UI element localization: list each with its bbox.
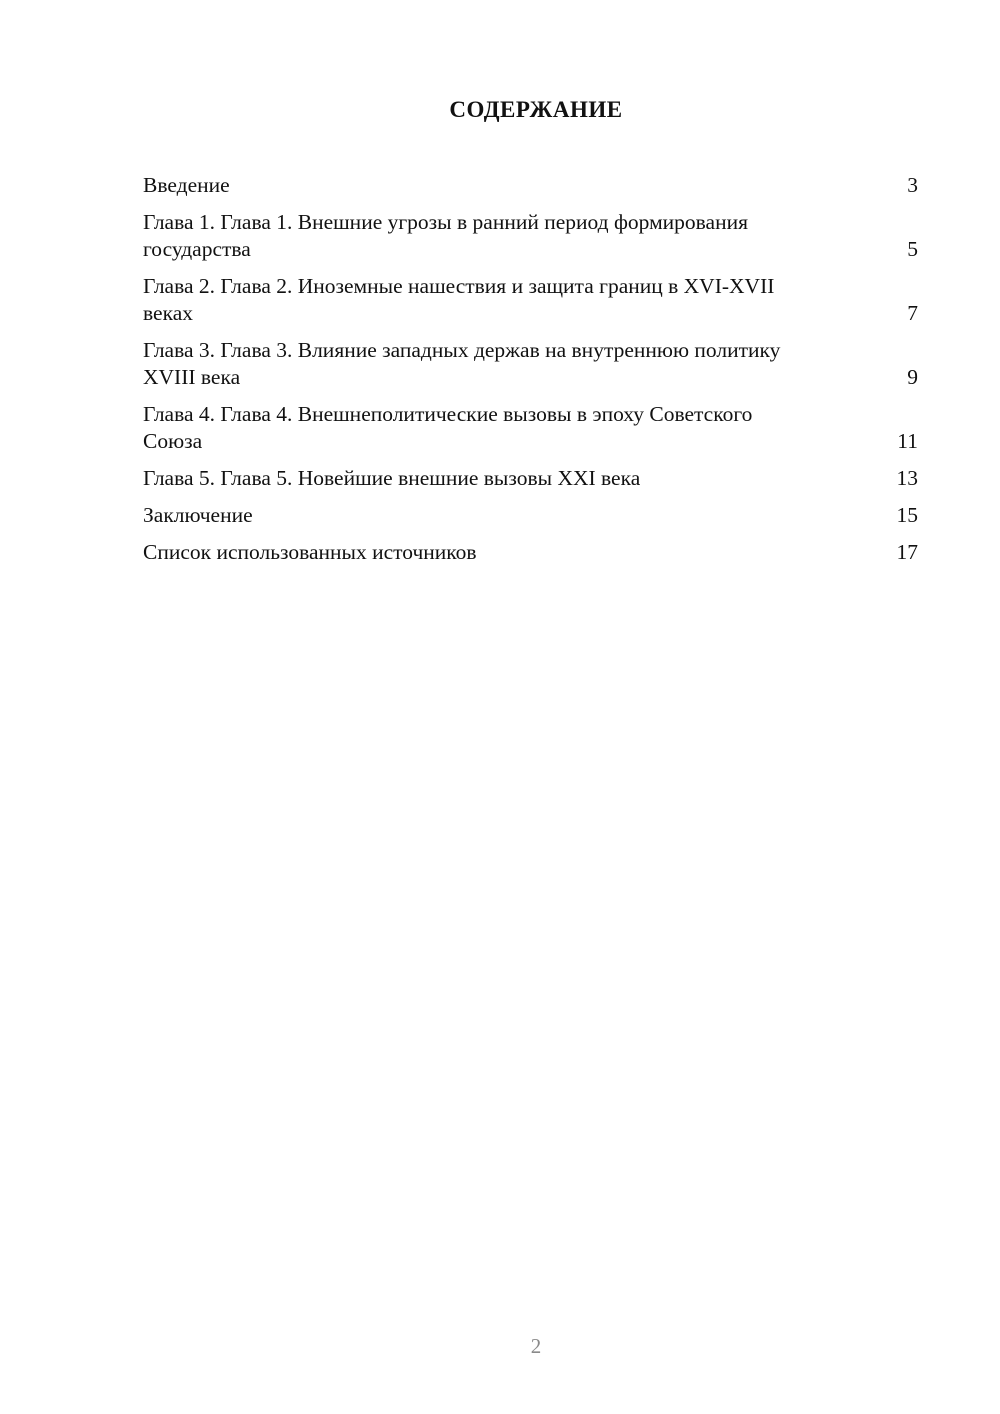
toc-entry-text: Введение: [143, 173, 230, 197]
toc-entry-chapter-5: [143, 465, 918, 492]
toc-entry-text: Список использованных источников: [143, 540, 477, 564]
toc-entry-chapter-2: [143, 273, 918, 327]
toc-entry-chapter-1: [143, 209, 918, 263]
toc-title: СОДЕРЖАНИЕ: [449, 97, 623, 122]
toc-entry-references: [143, 539, 918, 566]
toc-entry-text: Глава 1. Глава 1. Внешние угрозы в ранний период формирования государства: [143, 210, 748, 261]
toc-entry-text: Глава 5. Глава 5. Новейшие внешние вызовы XXI века: [143, 466, 641, 490]
toc-entry-chapter-4: [143, 401, 918, 455]
toc-entry-page: 5: [907, 237, 918, 261]
page-number: 2: [530, 1334, 542, 1358]
table-of-contents: [143, 172, 918, 576]
toc-entry-text: Заключение: [143, 503, 253, 527]
toc-entry-text: Глава 2. Глава 2. Иноземные нашествия и защита границ в XVI-XVII веках: [143, 274, 775, 325]
toc-entry-chapter-3: [143, 337, 918, 391]
toc-entry-page: 15: [896, 503, 918, 527]
toc-entry-page: 3: [907, 173, 918, 197]
toc-entry-introduction: [143, 172, 918, 199]
toc-entry-page: 17: [896, 540, 918, 564]
toc-entry-text: Глава 4. Глава 4. Внешнеполитические вызовы в эпоху Советского Союза: [143, 402, 753, 453]
toc-entry-page: 11: [897, 429, 918, 453]
toc-entry-page: 13: [896, 466, 918, 490]
toc-entry-text: Глава 3. Глава 3. Влияние западных держав на внутреннюю политику XVIII века: [143, 338, 781, 389]
toc-entry-conclusion: [143, 502, 918, 529]
toc-entry-page: 7: [907, 301, 918, 325]
toc-entry-page: 9: [907, 365, 918, 389]
